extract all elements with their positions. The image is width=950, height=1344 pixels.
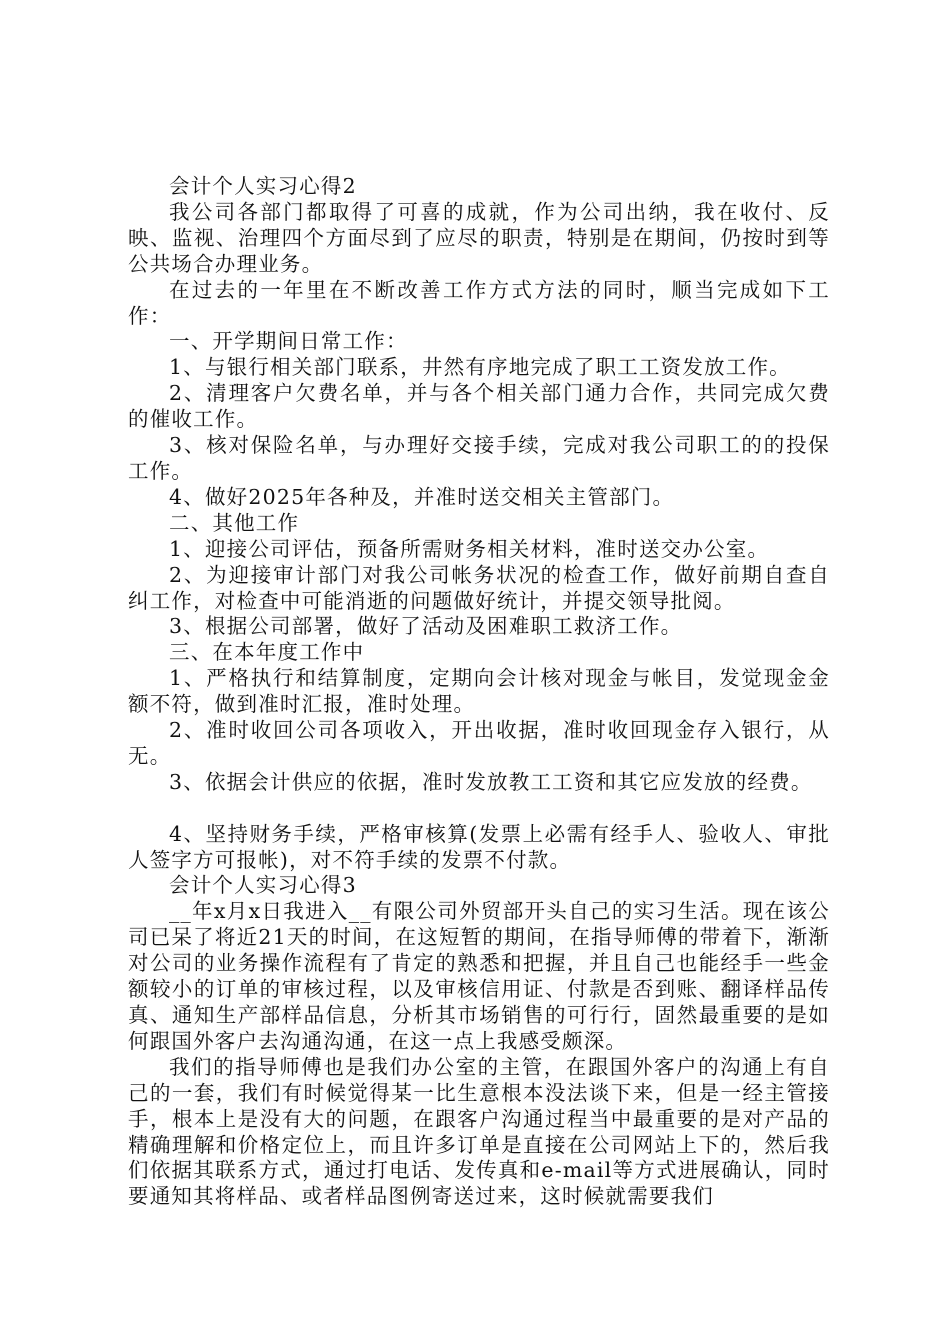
section-title: 会计个人实习心得2 (169, 174, 357, 198)
list-item: 2、准时收回公司各项收入，开出收据，准时收回现金存入银行，从无。 (128, 718, 830, 768)
list-item: 3、根据公司部署，做好了活动及困难职工救济工作。 (169, 614, 683, 639)
list-item: 1、与银行相关部门联系，井然有序地完成了职工工资发放工作。 (169, 355, 791, 380)
list-heading: 三、在本年度工作中 (169, 640, 365, 665)
list-heading: 二、其他工作 (169, 510, 300, 535)
section-title: 会计个人实习心得3 (169, 873, 357, 898)
paragraph: 在过去的一年里在不断改善工作方式方法的同时，顺当完成如下工作： (128, 277, 830, 328)
list-item: 4、做好2025年各种及，并准时送交相关主管部门。 (169, 484, 675, 509)
list-item: 4、坚持财务手续，严格审核算(发票上必需有经手人、验收人、审批人签字方可报帐)，对不符手续的发票不付款。 (128, 821, 830, 872)
paragraph: 我们的指导师傅也是我们办公室的主管，在跟国外客户的沟通上有自己的一套，我们有时候觉得某一比生意根本没法谈下来，但是一经主管接手，根本上是没有大的问题，在跟客户沟通过程当中最重要的是对产品的精确理解和价格定位上，而且许多订单是直接在公司网站上下的，然后我们依据其联系方式，通过打电话、发传真和e-mail等方式进展确认，同时要通知其将样品、或者样品图例寄送过来，这时候就需要我们 (128, 1054, 830, 1209)
list-heading: 一、开学期间日常工作： (169, 329, 408, 354)
list-item: 1、严格执行和结算制度，定期向会计核对现金与帐目，发觉现金金额不符，做到准时汇报，准时处理。 (128, 666, 830, 717)
paragraph: 我公司各部门都取得了可喜的成就，作为公司出纳，我在收付、反映、监视、治理四个方面尽到了应尽的职责，特别是在期间，仍按时到等公共场合办理业务。 (128, 199, 830, 276)
list-item: 1、迎接公司评估，预备所需财务相关材料，准时送交办公室。 (169, 536, 770, 561)
list-item: 3、依据会计供应的依据，准时发放教工工资和其它应发放的经费。 (169, 769, 813, 794)
list-item: 2、为迎接审计部门对我公司帐务状况的检查工作，做好前期自查自纠工作，对检查中可能消逝的问题做好统计，并提交领导批阅。 (128, 562, 830, 613)
blank-line (128, 796, 830, 822)
document-body (128, 174, 830, 1210)
list-item: 2、清理客户欠费名单，并与各个相关部门通力合作，共同完成欠费的催收工作。 (128, 381, 830, 432)
list-item: 3、核对保险名单，与办理好交接手续，完成对我公司职工的的投保工作。 (128, 433, 830, 483)
paragraph: __年x月x日我进入__有限公司外贸部开头自己的实习生活。现在该公司已呆了将近21天的时间，在这短暂的期间，在指导师傅的带着下，渐渐对公司的业务操作流程有了肯定的熟悉和把握，并且自己也能经手一些金额较小的订单的审核过程，以及审核信用证、付款是否到账、翻译样品传真、通知生产部样品信息，分析其市场销售的可行行，固然最重要的是如何跟国外客户去沟通沟通，在这一点上我感受颇深。 (128, 899, 830, 1053)
